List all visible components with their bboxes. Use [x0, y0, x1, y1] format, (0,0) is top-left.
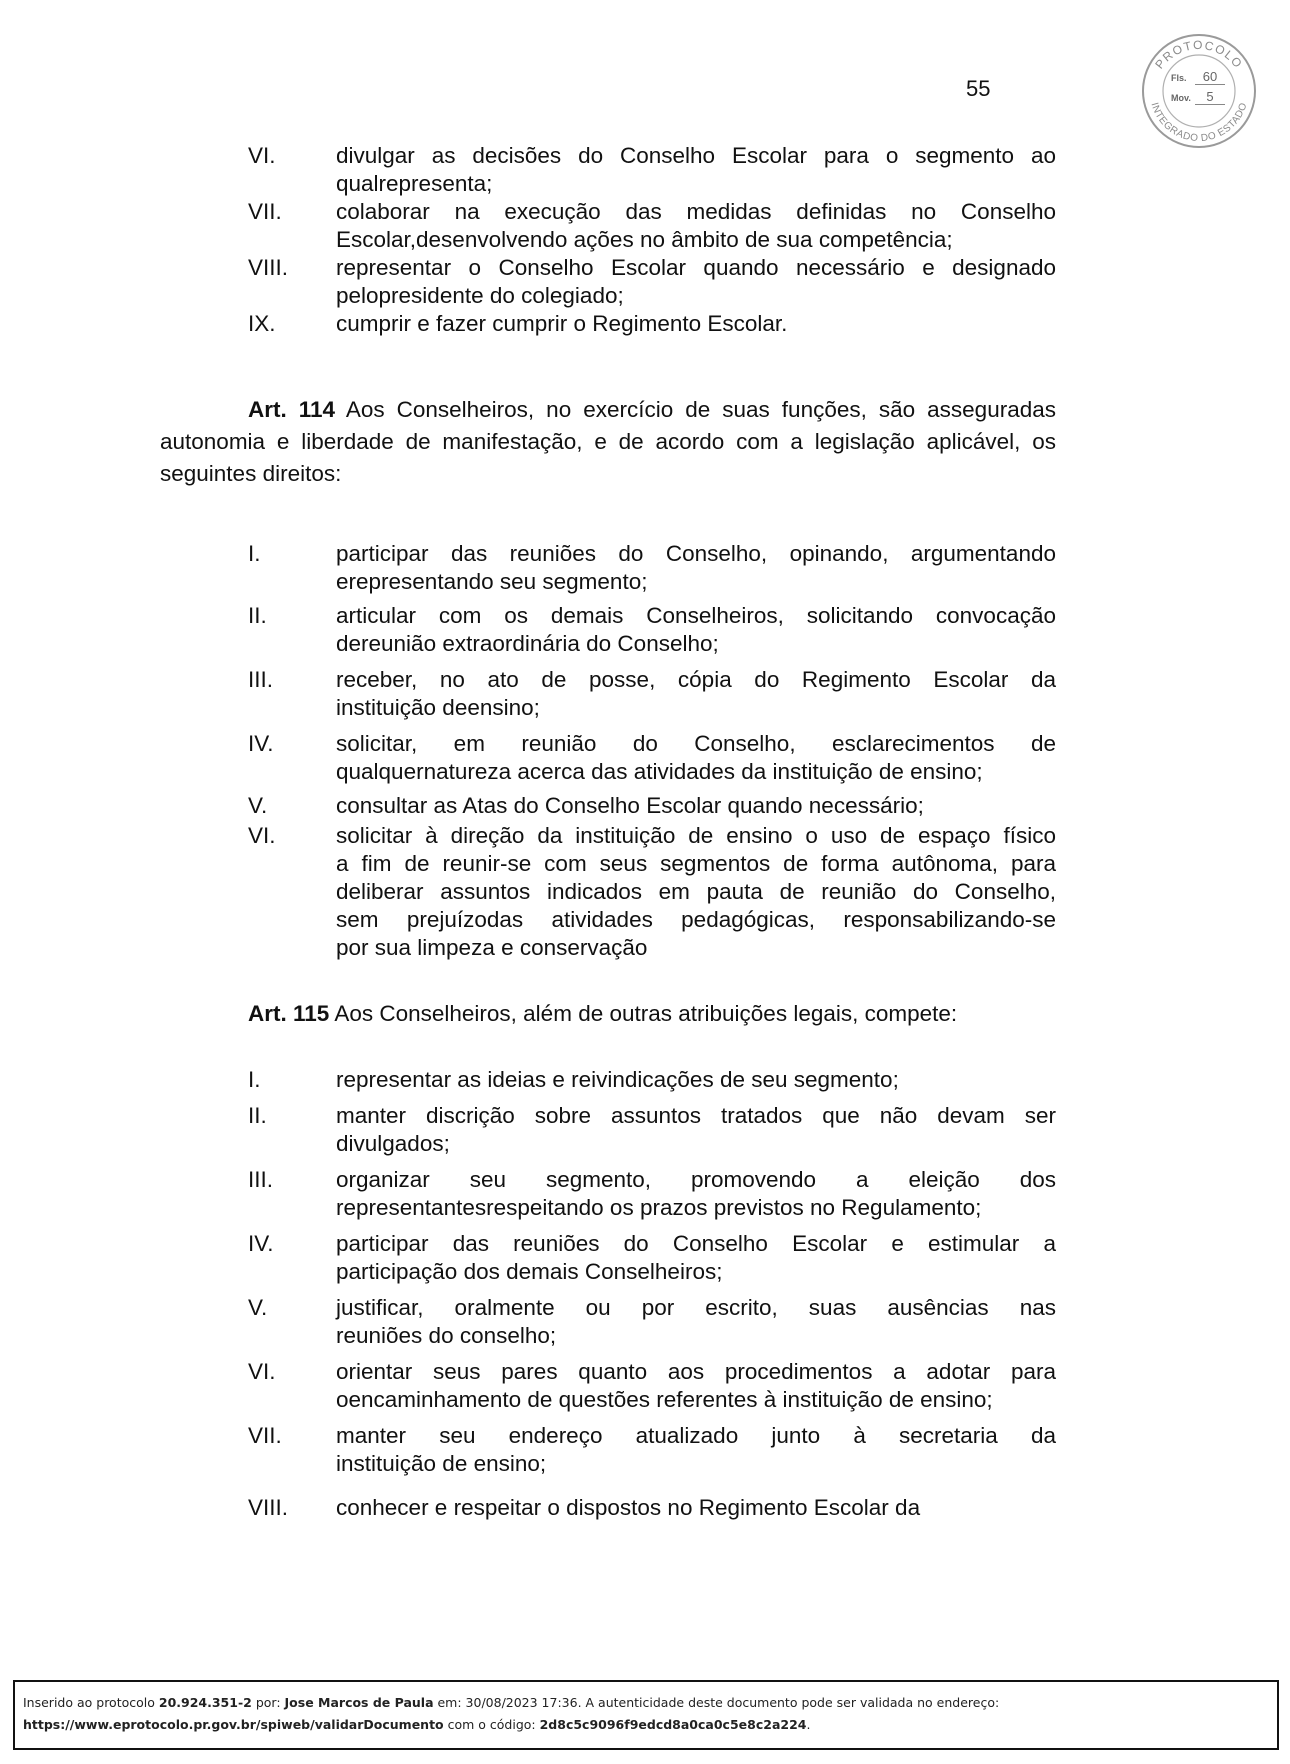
list-item-line: solicitar à direção da instituição de ensino o uso de espaço físico — [336, 823, 1056, 848]
list-item-line: consultar as Atas do Conselho Escolar quando necessário; — [336, 793, 924, 818]
list-item-line: divulgados; — [336, 1131, 450, 1156]
stamp-fls-label: Fls. — [1171, 73, 1187, 83]
list-item-line: sem prejuízodas atividades pedagógicas, responsabilizando-se — [336, 907, 1056, 932]
stamp-top-text: PROTOCOLO — [1152, 37, 1246, 72]
list-item-line: colaborar na execução das medidas definidas no Conselho — [336, 199, 1056, 224]
list-item-number: VII. — [248, 199, 282, 224]
list-item-number: II. — [248, 1103, 267, 1128]
list-item-line: oencaminhamento de questões referentes à instituição de ensino; — [336, 1387, 993, 1412]
stamp-mov-label: Mov. — [1171, 93, 1191, 103]
list-item-number: VI. — [248, 1359, 276, 1384]
list-item-number: VI. — [248, 823, 276, 848]
list-item-line: orientar seus pares quanto aos procedimentos a adotar para — [336, 1359, 1056, 1384]
list-item-line: conhecer e respeitar o dispostos no Regimento Escolar da — [336, 1495, 921, 1520]
list-item-number: V. — [248, 1295, 268, 1320]
footer-line-2 — [23, 1714, 1269, 1736]
list-item-number: II. — [248, 603, 267, 628]
art-115-text: Aos Conselheiros, além de outras atribuições legais, compete: — [334, 1001, 958, 1026]
list-item-line: representar as ideias e reivindicações de seu segmento; — [336, 1067, 899, 1092]
list-item-line: instituição deensino; — [336, 695, 540, 720]
list-item-number: VIII. — [248, 1495, 289, 1520]
list-item-number: VIII. — [248, 255, 289, 280]
list-item-line: organizar seu segmento, promovendo a eleição dos — [336, 1167, 1056, 1192]
art-115-label: Art. 115 — [248, 1001, 330, 1026]
footer-text: em: 30/08/2023 17:36. A autenticidade deste documento pode ser validada no endereço: — [433, 1695, 1000, 1710]
list-item-number: IX. — [248, 311, 276, 336]
list-item-line: participação dos demais Conselheiros; — [336, 1259, 723, 1284]
authentication-footer — [13, 1680, 1279, 1750]
footer-text: . — [806, 1717, 811, 1732]
list-item-number: III. — [248, 1167, 274, 1192]
list-item-line: a fim de reunir-se com seus segmentos de forma autônoma, para — [336, 851, 1056, 876]
list-item-number: V. — [248, 793, 268, 818]
list-item-line: cumprir e fazer cumprir o Regimento Escolar. — [336, 311, 788, 336]
list-item-number: IV. — [248, 731, 274, 756]
list-item-line: manter discrição sobre assuntos tratados que não devam ser — [336, 1103, 1056, 1128]
footer-validation-code: 2d8c5c9096f9edcd8a0ca0c5e8c2a224 — [539, 1717, 807, 1732]
list-item-line: Escolar,desenvolvendo ações no âmbito de sua competência; — [336, 227, 953, 252]
footer-text: por: — [251, 1695, 285, 1710]
list-item-line: pelopresidente do colegiado; — [336, 283, 624, 308]
footer-text: Inserido ao protocolo — [23, 1695, 159, 1710]
footer-line-1 — [23, 1692, 1269, 1714]
list-item-line: receber, no ato de posse, cópia do Regimento Escolar da — [336, 667, 1056, 692]
list-item-line: por sua limpeza e conservação — [336, 935, 648, 960]
list-item-line: erepresentando seu segmento; — [336, 569, 648, 594]
list-item-number: III. — [248, 667, 274, 692]
list-item-line: manter seu endereço atualizado junto à secretaria da — [336, 1423, 1056, 1448]
list-item-number: I. — [248, 1067, 261, 1092]
list-item-line: qualrepresenta; — [336, 171, 493, 196]
stamp-bottom-text: INTEGRADO DO ESTADO — [1148, 101, 1250, 145]
list-item-line: solicitar, em reunião do Conselho, esclarecimentos de — [336, 731, 1056, 756]
list-item-line: participar das reuniões do Conselho Escolar e estimular a — [336, 1231, 1056, 1256]
list-item-line: instituição de ensino; — [336, 1451, 547, 1476]
page-number: 55 — [966, 76, 991, 101]
list-item-line: representantesrespeitando os prazos previstos no Regulamento; — [336, 1195, 982, 1220]
list-item-line: qualquernatureza acerca das atividades da instituição de ensino; — [336, 759, 983, 784]
art-114-text: Aos Conselheiros, no exercício de suas funções, são asseguradas autonomia e liberdade de manifestação, e de acordo com a legislação aplicável, os seguintes direitos: — [160, 397, 1056, 486]
stamp-fls-value: 60 — [1195, 70, 1225, 85]
list-item-line: representar o Conselho Escolar quando necessário e designado — [336, 255, 1056, 280]
list-item-number: I. — [248, 541, 261, 566]
list-item-line: reuniões do conselho; — [336, 1323, 557, 1348]
list-item-line: deliberar assuntos indicados em pauta de reunião do Conselho, — [336, 879, 1056, 904]
stamp-mov-value: 5 — [1195, 90, 1225, 105]
protocol-stamp — [1140, 32, 1258, 150]
list-item-line: divulgar as decisões do Conselho Escolar para o segmento ao — [336, 143, 1056, 168]
art-114-label: Art. 114 — [248, 397, 336, 422]
footer-validation-link[interactable]: https://www.eprotocolo.pr.gov.br/spiweb/validarDocumento — [23, 1717, 444, 1732]
footer-author: Jose Marcos de Paula — [284, 1695, 434, 1710]
list-item-line: justificar, oralmente ou por escrito, suas ausências nas — [336, 1295, 1056, 1320]
list-item-line: dereunião extraordinária do Conselho; — [336, 631, 719, 656]
list-item-number: VII. — [248, 1423, 282, 1448]
art-114-paragraph — [160, 394, 1056, 490]
list-item-number: IV. — [248, 1231, 274, 1256]
list-item-line: participar das reuniões do Conselho, opinando, argumentando — [336, 541, 1056, 566]
list-item-number: VI. — [248, 143, 276, 168]
footer-protocol-number: 20.924.351-2 — [158, 1695, 252, 1710]
footer-text: com o código: — [443, 1717, 540, 1732]
list-item-line: articular com os demais Conselheiros, solicitando convocação — [336, 603, 1056, 628]
art-115-paragraph — [248, 998, 957, 1030]
